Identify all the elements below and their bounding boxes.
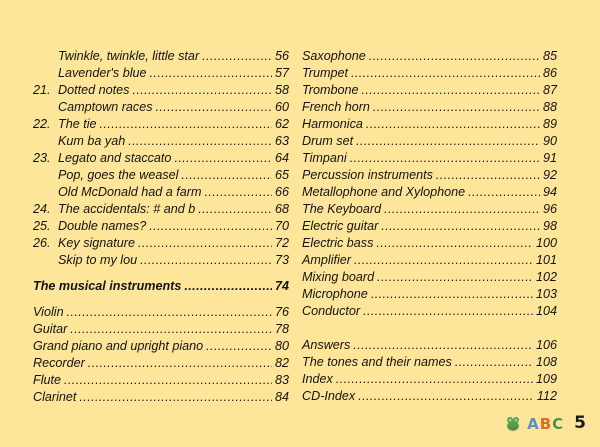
entry-page-number: 86 — [542, 66, 557, 80]
entry-title: Double names? — [58, 219, 147, 233]
dot-leader — [100, 116, 272, 133]
entry-page-number: 100 — [535, 236, 557, 250]
entry-title: French horn — [302, 100, 370, 114]
toc-instrument-entry — [302, 184, 557, 201]
toc-lesson-entry — [33, 252, 289, 269]
dot-leader — [79, 389, 272, 406]
entry-title: Legato and staccato — [58, 151, 172, 165]
toc-lesson-entry — [33, 150, 289, 167]
entry-title: Saxophone — [302, 49, 366, 63]
toc-lesson-entry — [33, 167, 289, 184]
entry-page-number: 112 — [536, 389, 557, 403]
dot-leader — [468, 184, 540, 201]
toc-instrument-entry — [33, 304, 289, 321]
spacer — [302, 320, 557, 337]
toc-instrument-entry — [302, 116, 557, 133]
entry-page-number: 90 — [542, 134, 557, 148]
entry-page-number: 98 — [542, 219, 557, 233]
entry-title: Electric bass — [302, 236, 374, 250]
toc-instrument-entry — [33, 338, 289, 355]
toc-lesson-entry — [33, 218, 289, 235]
dot-leader — [132, 82, 272, 99]
toc-instrument-entry — [33, 355, 289, 372]
entry-number: 25. — [33, 219, 51, 233]
dot-leader — [369, 48, 540, 65]
entry-title: Mixing board — [302, 270, 375, 284]
entry-title: Answers — [302, 338, 351, 352]
entry-title: Old McDonald had a farm — [58, 185, 202, 199]
entry-page-number: 57 — [274, 66, 289, 80]
entry-page-number: 92 — [542, 168, 557, 182]
entry-title: The tie — [58, 117, 97, 131]
dot-leader — [150, 65, 272, 82]
entry-title: The tones and their names — [302, 355, 452, 369]
entry-page-number: 66 — [274, 185, 289, 199]
entry-title: CD-Index — [302, 389, 356, 403]
entry-page-number: 89 — [542, 117, 557, 131]
entry-title: Electric guitar — [302, 219, 379, 233]
toc-instrument-entry — [302, 303, 557, 320]
toc-lesson-entry — [33, 133, 289, 150]
entry-page-number: 60 — [274, 100, 289, 114]
logo-letter-a: A — [527, 415, 540, 433]
entry-page-number: 70 — [274, 219, 289, 233]
dot-leader — [128, 133, 272, 150]
toc-lesson-entry — [33, 116, 289, 133]
dot-leader — [336, 371, 533, 388]
toc-instrument-entry — [33, 321, 289, 338]
entry-title: Trumpet — [302, 66, 348, 80]
entry-number: 26. — [33, 236, 51, 250]
dot-leader — [354, 252, 533, 269]
instrument-list-left — [33, 304, 289, 406]
dot-leader — [156, 99, 272, 116]
entry-title: Amplifier — [302, 253, 351, 267]
entry-page-number: 68 — [274, 202, 289, 216]
dot-leader — [205, 184, 272, 201]
entry-page-number: 94 — [542, 185, 557, 199]
spacer — [33, 295, 289, 304]
dot-leader — [351, 65, 540, 82]
dot-leader — [184, 278, 272, 295]
entry-page-number: 65 — [274, 168, 289, 182]
dot-leader — [181, 167, 272, 184]
toc-lesson-entry — [33, 235, 289, 252]
toc-instrument-entry — [33, 372, 289, 389]
dot-leader — [377, 269, 533, 286]
toc-appendix-entry — [302, 337, 557, 354]
lesson-list — [33, 48, 289, 269]
entry-page-number: 78 — [274, 322, 289, 336]
entry-page-number: 106 — [535, 338, 557, 352]
entry-title: Harmonica — [302, 117, 363, 131]
entry-title: Twinkle, twinkle, little star — [58, 49, 200, 63]
entry-title: The accidentals: # and b — [58, 202, 196, 216]
toc-instrument-entry — [302, 167, 557, 184]
entry-title: Grand piano and upright piano — [33, 339, 204, 353]
dot-leader — [455, 354, 533, 371]
entry-page-number: 103 — [535, 287, 557, 301]
dot-leader — [67, 304, 272, 321]
toc-lesson-entry — [33, 82, 289, 99]
dot-leader — [202, 48, 272, 65]
entry-page-number: 109 — [535, 372, 557, 386]
toc-instrument-entry — [302, 133, 557, 150]
dot-leader — [353, 337, 533, 354]
toc-right-column — [302, 48, 557, 405]
dot-leader — [366, 116, 540, 133]
dot-leader — [384, 201, 540, 218]
spacer — [33, 269, 289, 278]
footer-logo — [503, 413, 586, 433]
dot-leader — [358, 388, 534, 405]
dot-leader — [436, 167, 540, 184]
section-heading-page: 74 — [274, 279, 289, 293]
entry-number: 23. — [33, 151, 51, 165]
dot-leader — [373, 99, 540, 116]
entry-page-number: 64 — [274, 151, 289, 165]
toc-lesson-entry — [33, 65, 289, 82]
toc-instrument-entry — [302, 82, 557, 99]
entry-page-number: 88 — [542, 100, 557, 114]
toc-left-column — [33, 48, 289, 406]
dot-leader — [174, 150, 272, 167]
entry-title: Skip to my lou — [58, 253, 138, 267]
dot-leader — [140, 252, 272, 269]
dot-leader — [361, 82, 540, 99]
dot-leader — [376, 235, 533, 252]
logo-letter-b: B — [539, 415, 553, 433]
dot-leader — [198, 201, 272, 218]
entry-title: Dotted notes — [58, 83, 130, 97]
toc-lesson-entry — [33, 99, 289, 116]
toc-instrument-entry — [302, 252, 557, 269]
entry-page-number: 108 — [535, 355, 557, 369]
entry-title: Timpani — [302, 151, 347, 165]
entry-title: Drum set — [302, 134, 354, 148]
entry-page-number: 80 — [274, 339, 289, 353]
entry-number: 21. — [33, 83, 51, 97]
entry-page-number: 102 — [535, 270, 557, 284]
dot-leader — [371, 286, 533, 303]
dot-leader — [350, 150, 540, 167]
entry-page-number: 91 — [542, 151, 557, 165]
entry-page-number: 58 — [274, 83, 289, 97]
dot-leader — [356, 133, 540, 150]
entry-title: Recorder — [33, 356, 85, 370]
toc-instrument-entry — [302, 48, 557, 65]
toc-lesson-entry — [33, 48, 289, 65]
toc-instrument-entry — [302, 218, 557, 235]
instrument-list-right — [302, 48, 557, 320]
frog-mascot-icon — [503, 413, 523, 433]
toc-instrument-entry — [302, 201, 557, 218]
entry-title: Key signature — [58, 236, 136, 250]
toc-instrument-entry — [302, 99, 557, 116]
toc-instrument-entry — [302, 269, 557, 286]
entry-title: Guitar — [33, 322, 68, 336]
dot-leader — [70, 321, 272, 338]
page-number: 5 — [574, 413, 586, 433]
entry-page-number: 83 — [274, 373, 289, 387]
appendix-list — [302, 337, 557, 405]
entry-page-number: 101 — [535, 253, 557, 267]
entry-page-number: 56 — [274, 49, 289, 63]
entry-title: Lavender's blue — [58, 66, 147, 80]
dot-leader — [138, 235, 272, 252]
entry-title: Trombone — [302, 83, 359, 97]
toc-instrument-entry — [302, 235, 557, 252]
toc-appendix-entry — [302, 354, 557, 371]
entry-title: Clarinet — [33, 390, 77, 404]
toc-instrument-entry — [302, 286, 557, 303]
toc-lesson-entry — [33, 184, 289, 201]
entry-page-number: 62 — [274, 117, 289, 131]
entry-page-number: 73 — [274, 253, 289, 267]
entry-title: Kum ba yah — [58, 134, 126, 148]
toc-instrument-entry — [302, 150, 557, 167]
entry-page-number: 96 — [542, 202, 557, 216]
dot-leader — [363, 303, 533, 320]
entry-page-number: 104 — [535, 304, 557, 318]
entry-title: Microphone — [302, 287, 368, 301]
dot-leader — [64, 372, 272, 389]
entry-page-number: 87 — [542, 83, 557, 97]
dot-leader — [206, 338, 272, 355]
entry-page-number: 84 — [274, 390, 289, 404]
entry-page-number: 63 — [274, 134, 289, 148]
entry-page-number: 85 — [542, 49, 557, 63]
toc-appendix-entry — [302, 388, 557, 405]
logo-letter-c: C — [552, 415, 565, 433]
toc-instrument-entry — [302, 65, 557, 82]
entry-title: Camptown races — [58, 100, 153, 114]
abc-logo-text — [527, 415, 564, 433]
entry-number: 22. — [33, 117, 51, 131]
entry-title: Index — [302, 372, 333, 386]
section-heading-row — [33, 278, 289, 295]
entry-page-number: 76 — [274, 305, 289, 319]
entry-title: Flute — [33, 373, 61, 387]
toc-appendix-entry — [302, 371, 557, 388]
entry-title: Pop, goes the weasel — [58, 168, 179, 182]
toc-instrument-entry — [33, 389, 289, 406]
entry-number: 24. — [33, 202, 51, 216]
entry-page-number: 72 — [274, 236, 289, 250]
dot-leader — [381, 218, 540, 235]
section-heading-title: The musical instruments — [33, 279, 182, 293]
dot-leader — [149, 218, 272, 235]
entry-title: Violin — [33, 305, 64, 319]
entry-title: Conductor — [302, 304, 361, 318]
dot-leader — [88, 355, 272, 372]
entry-title: Percussion instruments — [302, 168, 433, 182]
entry-title: The Keyboard — [302, 202, 382, 216]
toc-lesson-entry — [33, 201, 289, 218]
entry-page-number: 82 — [274, 356, 289, 370]
entry-title: Metallophone and Xylophone — [302, 185, 466, 199]
